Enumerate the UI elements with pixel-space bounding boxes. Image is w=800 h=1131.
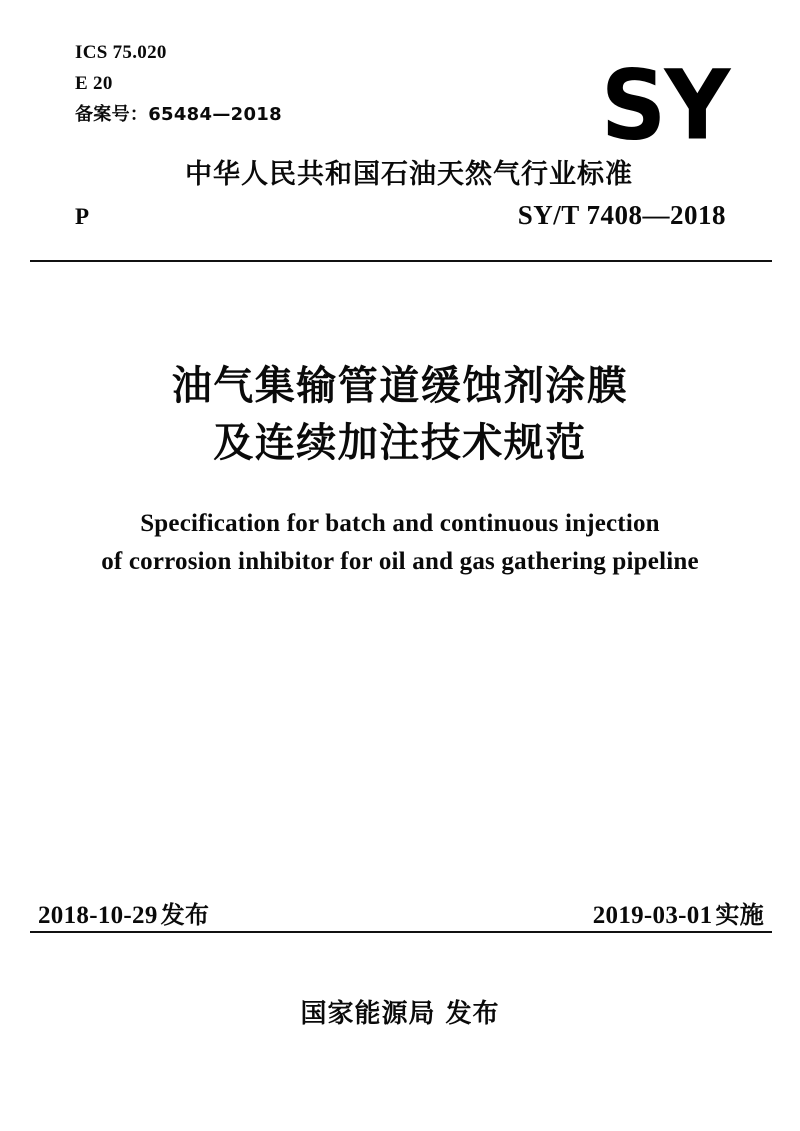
subtitle-line-2: of corrosion inhibitor for oil and gas gathering pipeline	[101, 548, 699, 575]
header-divider	[30, 260, 772, 262]
effective-date-label: 实施	[715, 901, 764, 929]
ics-code: ICS 75.020	[75, 42, 167, 63]
title-line-1: 油气集输管道缓蚀剂涂膜	[171, 363, 629, 409]
footer-divider	[30, 931, 772, 933]
issue-date	[38, 895, 209, 930]
classification-code: E 20	[75, 72, 113, 94]
standard-number: SY/T 7408—2018	[517, 200, 726, 230]
standard-identifier-row	[75, 200, 726, 231]
page-subtitle-english	[0, 505, 800, 581]
issue-date-label: 发布	[160, 901, 210, 929]
subtitle-line-1: Specification for batch and continuous injection	[140, 510, 660, 537]
sy-logo: SY	[600, 50, 728, 163]
publisher-line: 国家能源局 发布	[300, 999, 500, 1029]
effective-date-value: 2019-03-01	[592, 902, 713, 929]
dates-row	[38, 895, 764, 930]
industry-standard-heading: 中华人民共和国石油天然气行业标准	[185, 159, 633, 190]
header-metadata	[75, 38, 282, 129]
record-number: 备案号：65484—2018	[75, 103, 282, 125]
title-line-2: 及连续加注技术规范	[213, 419, 587, 466]
page-title	[0, 358, 800, 472]
effective-date	[593, 895, 764, 930]
issue-date-value: 2018-10-29	[38, 902, 158, 929]
class-mark: P	[75, 204, 90, 229]
